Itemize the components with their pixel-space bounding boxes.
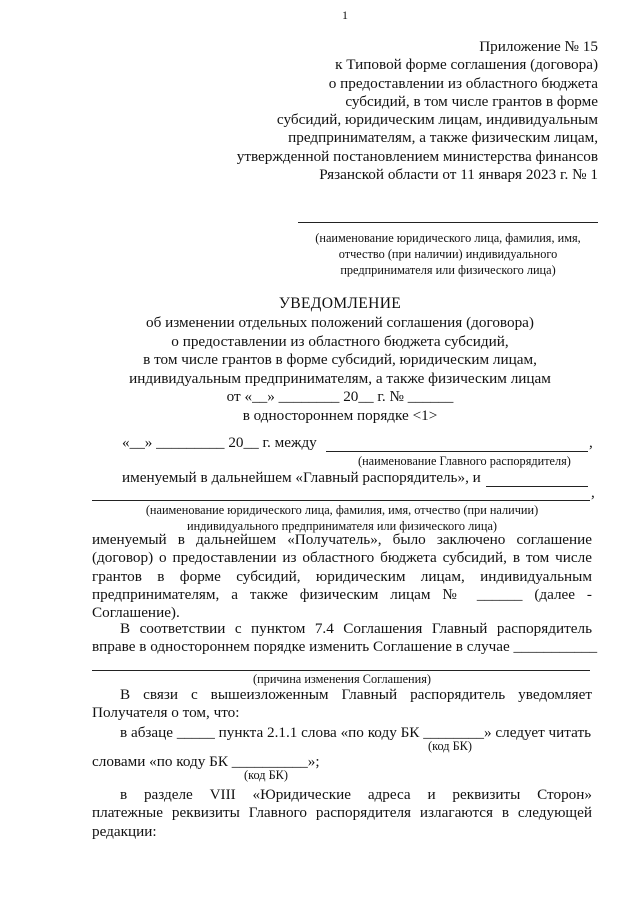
paragraph-right bbox=[92, 620, 598, 657]
paragraph-agreement bbox=[92, 531, 592, 622]
date-line: «__» _________ 20__ г. между bbox=[122, 434, 317, 451]
paragraph-notify bbox=[92, 686, 592, 723]
appendix-line: Приложение № 15 bbox=[479, 38, 598, 55]
paragraph-line: В связи с вышеизложенным Главный распорядитель уведомляет bbox=[120, 686, 592, 703]
recipient-caption-2 bbox=[92, 503, 592, 534]
caption-line: отчество (при наличии) индивидуального bbox=[338, 247, 558, 261]
appendix-line: утвержденной постановлением министерства финансов bbox=[236, 147, 598, 165]
paragraph-line: предпринимателям, а также физическим лицам № ______ (далее - bbox=[92, 585, 592, 603]
recipient-caption bbox=[298, 230, 598, 278]
recipient-name-line bbox=[298, 222, 598, 223]
paragraph-line: Соглашение). bbox=[92, 604, 180, 622]
bk-caption: (код БК) bbox=[428, 739, 472, 753]
paragraph-line: редакции: bbox=[92, 822, 157, 840]
paragraph-line: (договор) о предоставлении из областного бюджета субсидий, в том числе bbox=[92, 549, 592, 567]
bk-caption: (код БК) bbox=[244, 768, 288, 782]
page-number: 1 bbox=[342, 8, 348, 22]
appendix-line: о предоставлении из областного бюджета bbox=[328, 74, 598, 92]
paragraph-section bbox=[92, 786, 592, 841]
subtitle-line: от «__» ________ 20__ г. № ______ bbox=[226, 388, 454, 406]
caption-line: индивидуального предпринимателя или физического лица) bbox=[187, 518, 497, 533]
document-subtitle bbox=[60, 314, 620, 426]
paragraph-bk: в абзаце _____ пункта 2.1.1 слова «по коду БК ________» следует читать bbox=[120, 724, 592, 741]
appendix-line: предпринимателям, а также физическим лицам, bbox=[288, 129, 598, 147]
paragraph-line: платежные реквизиты Главного распорядителя излагаются в следующей bbox=[92, 804, 592, 822]
paragraph-line: вправе в одностороннем порядке изменить Соглашение в случае ___________ bbox=[92, 638, 598, 656]
subtitle-line: о предоставлении из областного бюджета субсидий, bbox=[171, 332, 509, 350]
caption-line: (наименование юридического лица, фамилия, имя, bbox=[315, 231, 581, 245]
subtitle-line: в одностороннем порядке <1> bbox=[242, 406, 438, 424]
recipient-full-line bbox=[92, 500, 590, 501]
recipient-short-line bbox=[486, 486, 588, 487]
appendix-header bbox=[237, 38, 598, 184]
paragraph-line: именуемый в дальнейшем «Получатель», было заключено соглашение bbox=[92, 531, 592, 548]
reason-caption: (причина изменения Соглашения) bbox=[253, 672, 431, 686]
document-title: УВЕДОМЛЕНИЕ bbox=[278, 295, 402, 312]
paragraph-line: В соответствии с пунктом 7.4 Соглашения Главный распорядитель bbox=[120, 620, 592, 637]
chief-name-line bbox=[326, 451, 588, 452]
paragraph-line: в разделе VIII «Юридические адреса и реквизиты Сторон» bbox=[120, 786, 592, 803]
caption-line: предпринимателя или физического лица) bbox=[340, 263, 556, 277]
paragraph-line: Получателя о том, что: bbox=[92, 704, 240, 722]
chief-caption: (наименование Главного распорядителя) bbox=[358, 454, 571, 468]
caption-line: (наименование юридического лица, фамилия, имя, отчество (при наличии) bbox=[145, 503, 539, 517]
paragraph-bk-2: словами «по коду БК __________»; bbox=[92, 753, 320, 770]
appendix-line: субсидий, в том числе грантов в форме bbox=[345, 92, 598, 110]
reason-line bbox=[92, 670, 590, 671]
subtitle-line: индивидуальным предпринимателям, а также физическим лицам bbox=[129, 369, 551, 387]
subtitle-line: об изменении отдельных положений соглашения (договора) bbox=[146, 314, 534, 331]
paragraph-line: грантов в форме субсидий, юридическим лицам, индивидуальным bbox=[92, 567, 592, 585]
comma: , bbox=[589, 434, 593, 451]
appendix-line: к Типовой форме соглашения (договора) bbox=[335, 56, 598, 74]
appendix-line: субсидий, юридическим лицам, индивидуальным bbox=[276, 111, 598, 129]
chief-line: именуемый в дальнейшем «Главный распорядитель», и bbox=[122, 469, 481, 486]
comma: , bbox=[591, 484, 595, 501]
appendix-line: Рязанской области от 11 января 2023 г. № 1 bbox=[319, 166, 598, 184]
subtitle-line: в том числе грантов в форме субсидий, юридическим лицам, bbox=[143, 351, 537, 369]
